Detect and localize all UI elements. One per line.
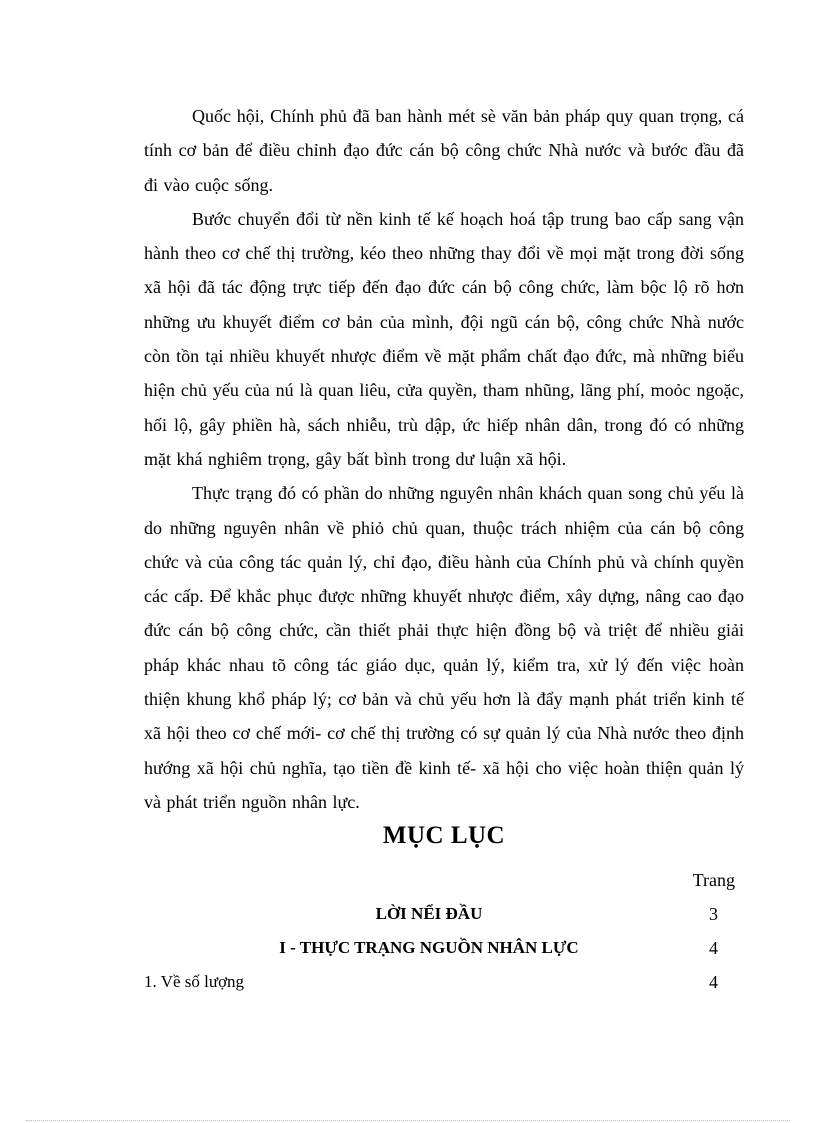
- body-text: [144, 99, 744, 819]
- toc-entry-label: I - THỰC TRẠNG NGUỒN NHÂN LỰC: [279, 938, 579, 957]
- toc-entry-label: 1. Về số lượng: [144, 972, 245, 991]
- toc-entry-page: 4: [709, 972, 718, 992]
- toc-title: MỤC LỤC: [382, 822, 506, 849]
- toc-entry: [144, 972, 744, 998]
- toc-entry-page: 4: [709, 938, 718, 958]
- toc-entry: [144, 904, 744, 930]
- toc-entry-label: LỜI NỂI ĐẦU: [375, 904, 483, 923]
- page-bottom-divider: [26, 1120, 790, 1121]
- paragraph: Quốc hội, Chính phủ đã ban hành mét sè văn bản pháp quy quan trọng, cá tính cơ bản để điều chỉnh đạo đức cán bộ công chức Nhà nước và bước đầu đã đi vào cuộc sống.: [144, 106, 744, 195]
- toc-entry-page: 3: [709, 904, 718, 924]
- paragraph: Bước chuyển đổi từ nền kinh tế kế hoạch hoá tập trung bao cấp sang vận hành theo cơ chế thị trường, kéo theo những thay đổi về mọi mặt trong đời sống xã hội đã tác động trực tiếp đến đạo đức cán bộ công chức, làm bộc lộ rõ hơn những ưu khuyết điểm cơ bản của mình, đội ngũ cán bộ, công chức Nhà nước còn tồn tại nhiều khuyết nhược điểm về mặt phẩm chất đạo đức, mà những biểu hiện chủ yếu của nú là quan liêu, cửa quyền, tham nhũng, lãng phí, moỏc ngoặc, hối lộ, gây phiền hà, sách nhiễu, trù dập, ức hiếp nhân dân, trong đó có những mặt khá nghiêm trọng, gây bất bình trong dư luận xã hội.: [144, 208, 744, 469]
- paragraph: Thực trạng đó có phần do những nguyên nhân khách quan song chủ yếu là do những nguyên nhân về phiỏ chủ quan, thuộc trách nhiệm của cán bộ công chức và của công tác quản lý, chỉ đạo, điều hành của Chính phủ và chính quyền các cấp. Để khắc phục được những khuyết nhược điểm, xây dựng, nâng cao đạo đức cán bộ công chức, cần thiết phải thực hiện đồng bộ và triệt để nhiều giải pháp khác nhau tõ công tác giáo dục, quản lý, kiểm tra, xử lý đến việc hoàn thiện khung khổ pháp lý; cơ bản và chủ yếu hơn là đẩy mạnh phát triển kinh tế xã hội theo cơ chế mới- cơ chế thị trường có sự quản lý của Nhà nước theo định hướng xã hội chủ nghĩa, tạo tiền đề kinh tế- xã hội cho việc hoàn thiện quản lý và phát triển nguồn nhân lực.: [144, 483, 744, 812]
- toc-page-header: Trang: [692, 870, 735, 890]
- toc-entry: [144, 938, 744, 964]
